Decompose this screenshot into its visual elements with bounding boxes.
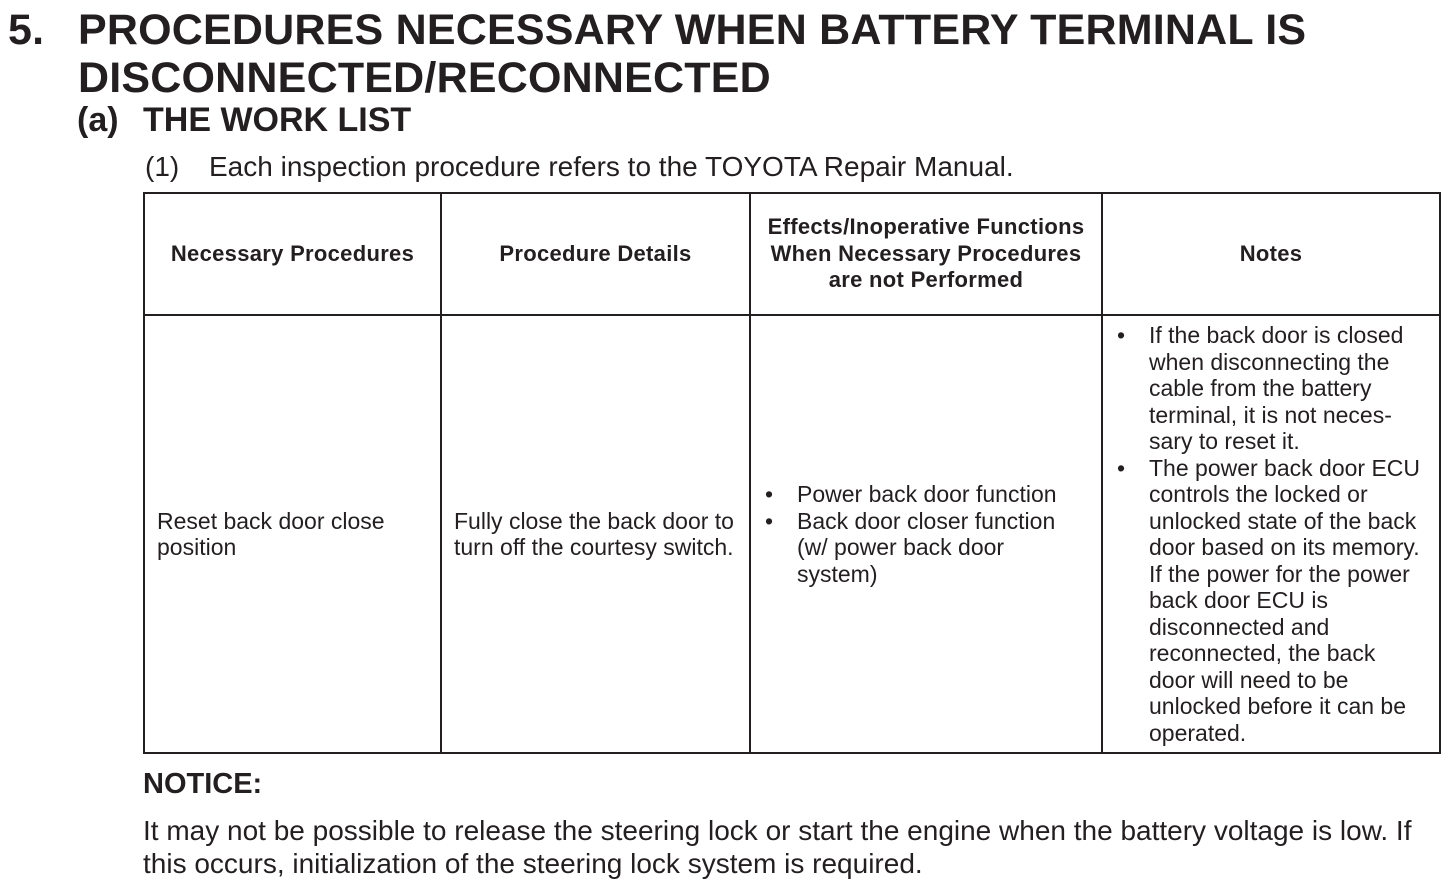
work-list-table <box>143 192 1441 754</box>
list-item: • Power back door function <box>763 481 1089 508</box>
section-number: 5. <box>8 6 45 54</box>
notes-list <box>1115 322 1427 746</box>
cell-effects <box>750 315 1102 753</box>
header-effects: Effects/Inoperative Functions When Necessary Procedures are not Performed <box>750 193 1102 315</box>
list-item: • If the back door is closed when disconnecting the cable from the battery terminal, it is not neces-sary to reset it. <box>1115 322 1427 455</box>
effects-list <box>763 481 1089 587</box>
table-row <box>144 315 1440 753</box>
cell-notes <box>1102 315 1440 753</box>
step-label: (1) <box>145 151 180 182</box>
cell-procedure: Reset back door close position <box>144 315 441 753</box>
notice-title: NOTICE: <box>143 768 263 800</box>
section-heading <box>8 6 1438 102</box>
section-title: PROCEDURES NECESSARY WHEN BATTERY TERMINAL IS DISCONNECTED/RECONNECTED <box>78 6 1307 102</box>
step-text: Each inspection procedure refers to the TOYOTA Repair Manual. <box>209 151 1014 182</box>
sub-heading <box>77 100 411 140</box>
list-item: • Back door closer function (w/ power back door system) <box>763 508 1089 588</box>
header-notes: Notes <box>1102 193 1440 315</box>
sub-heading-label: (a) <box>77 101 119 139</box>
notice-text: It may not be possible to release the steering lock or start the engine when the battery voltage is low. If this occurs, initialization of the steering lock system is required. <box>143 815 1412 879</box>
sub-heading-title: THE WORK LIST <box>143 101 412 139</box>
cell-details: Fully close the back door to turn off the courtesy switch. <box>441 315 750 753</box>
header-necessary-procedures: Necessary Procedures <box>144 193 441 315</box>
list-item: • The power back door ECU controls the locked or unlocked state of the back door based on its memory. If the power for the power back door ECU is disconnected and reconnected, the back door will need to be unlocked before it can be operated. <box>1115 455 1427 747</box>
table-header-row <box>144 193 1440 315</box>
header-procedure-details: Procedure Details <box>441 193 750 315</box>
step-line <box>145 150 1014 184</box>
